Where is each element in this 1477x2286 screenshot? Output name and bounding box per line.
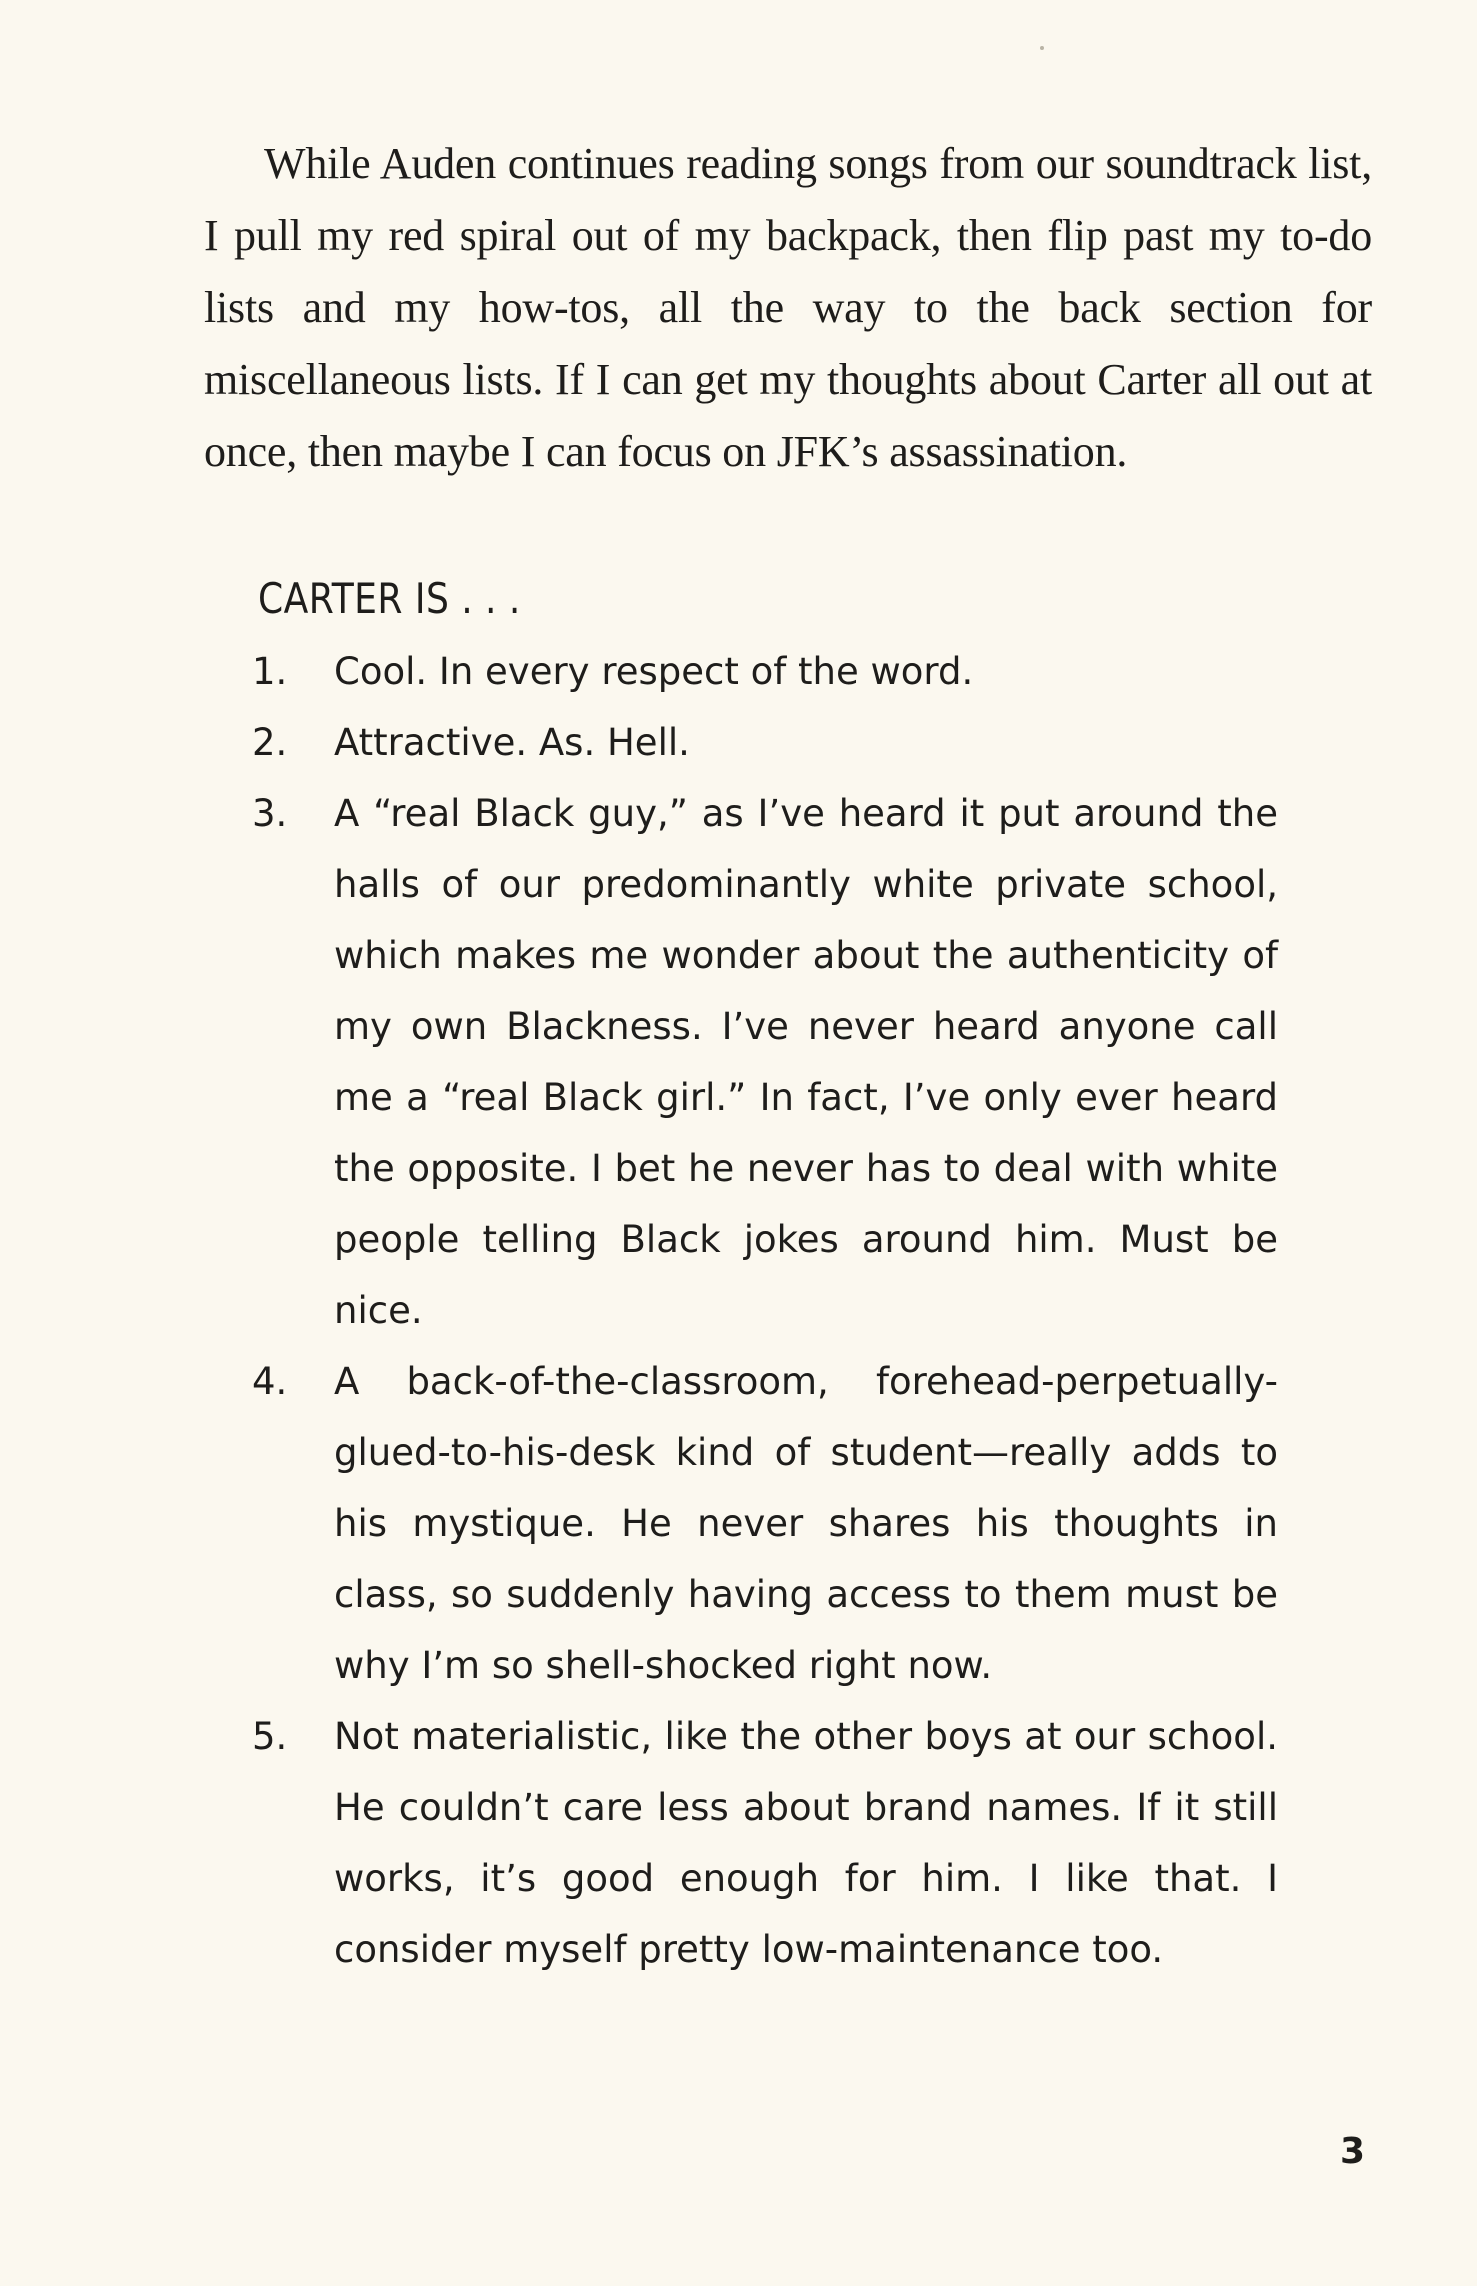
- list-item-text: A “real Black guy,” as I’ve heard it put around the halls of our predominantly white private school, which makes me wonder about the authenticity of my own Blackness. I’ve never heard anyone call me a “real Black girl.” In fact, I’ve only ever heard the opposite. I bet he never has to deal with white people telling Black jokes around him. Must be nice.: [334, 792, 1278, 1332]
- list-heading: CARTER IS . . .: [258, 574, 521, 623]
- list-item-number: 4.: [252, 1360, 288, 1403]
- list-item-text: Attractive. As. Hell.: [334, 721, 690, 764]
- list-item-number: 1.: [252, 650, 288, 693]
- list-item-text: Cool. In every respect of the word.: [334, 650, 974, 693]
- list-item-number: 5.: [252, 1715, 288, 1758]
- list-item: [252, 778, 1278, 1346]
- list-item: [252, 636, 1278, 707]
- list-item: [252, 1346, 1278, 1701]
- intro-paragraph: While Auden continues reading songs from our soundtrack list, I pull my red spiral out of my backpack, then flip past my to-do lists and my how-tos, all the way to the back section for miscellaneous lists. If I can get my thoughts about Carter all out at once, then maybe I can focus on JFK’s assassination.: [204, 139, 1372, 476]
- paper-speck: [1040, 46, 1044, 50]
- list-item-number: 2.: [252, 721, 288, 764]
- list-item: [252, 707, 1278, 778]
- list-item: [252, 1701, 1278, 1985]
- carter-list: [252, 636, 1278, 1985]
- list-item-text: A back-of-the-classroom, forehead-perpetually-glued-to-his-desk kind of student—really adds to his mystique. He never shares his thoughts in class, so suddenly having access to them must be why I’m so shell-shocked right now.: [334, 1360, 1278, 1687]
- page-number: 3: [1340, 2131, 1366, 2172]
- list-item-number: 3.: [252, 792, 288, 835]
- list-item-text: Not materialistic, like the other boys at our school. He couldn’t care less about brand names. If it still works, it’s good enough for him. I like that. I consider myself pretty low-maintenance too.: [334, 1715, 1278, 1971]
